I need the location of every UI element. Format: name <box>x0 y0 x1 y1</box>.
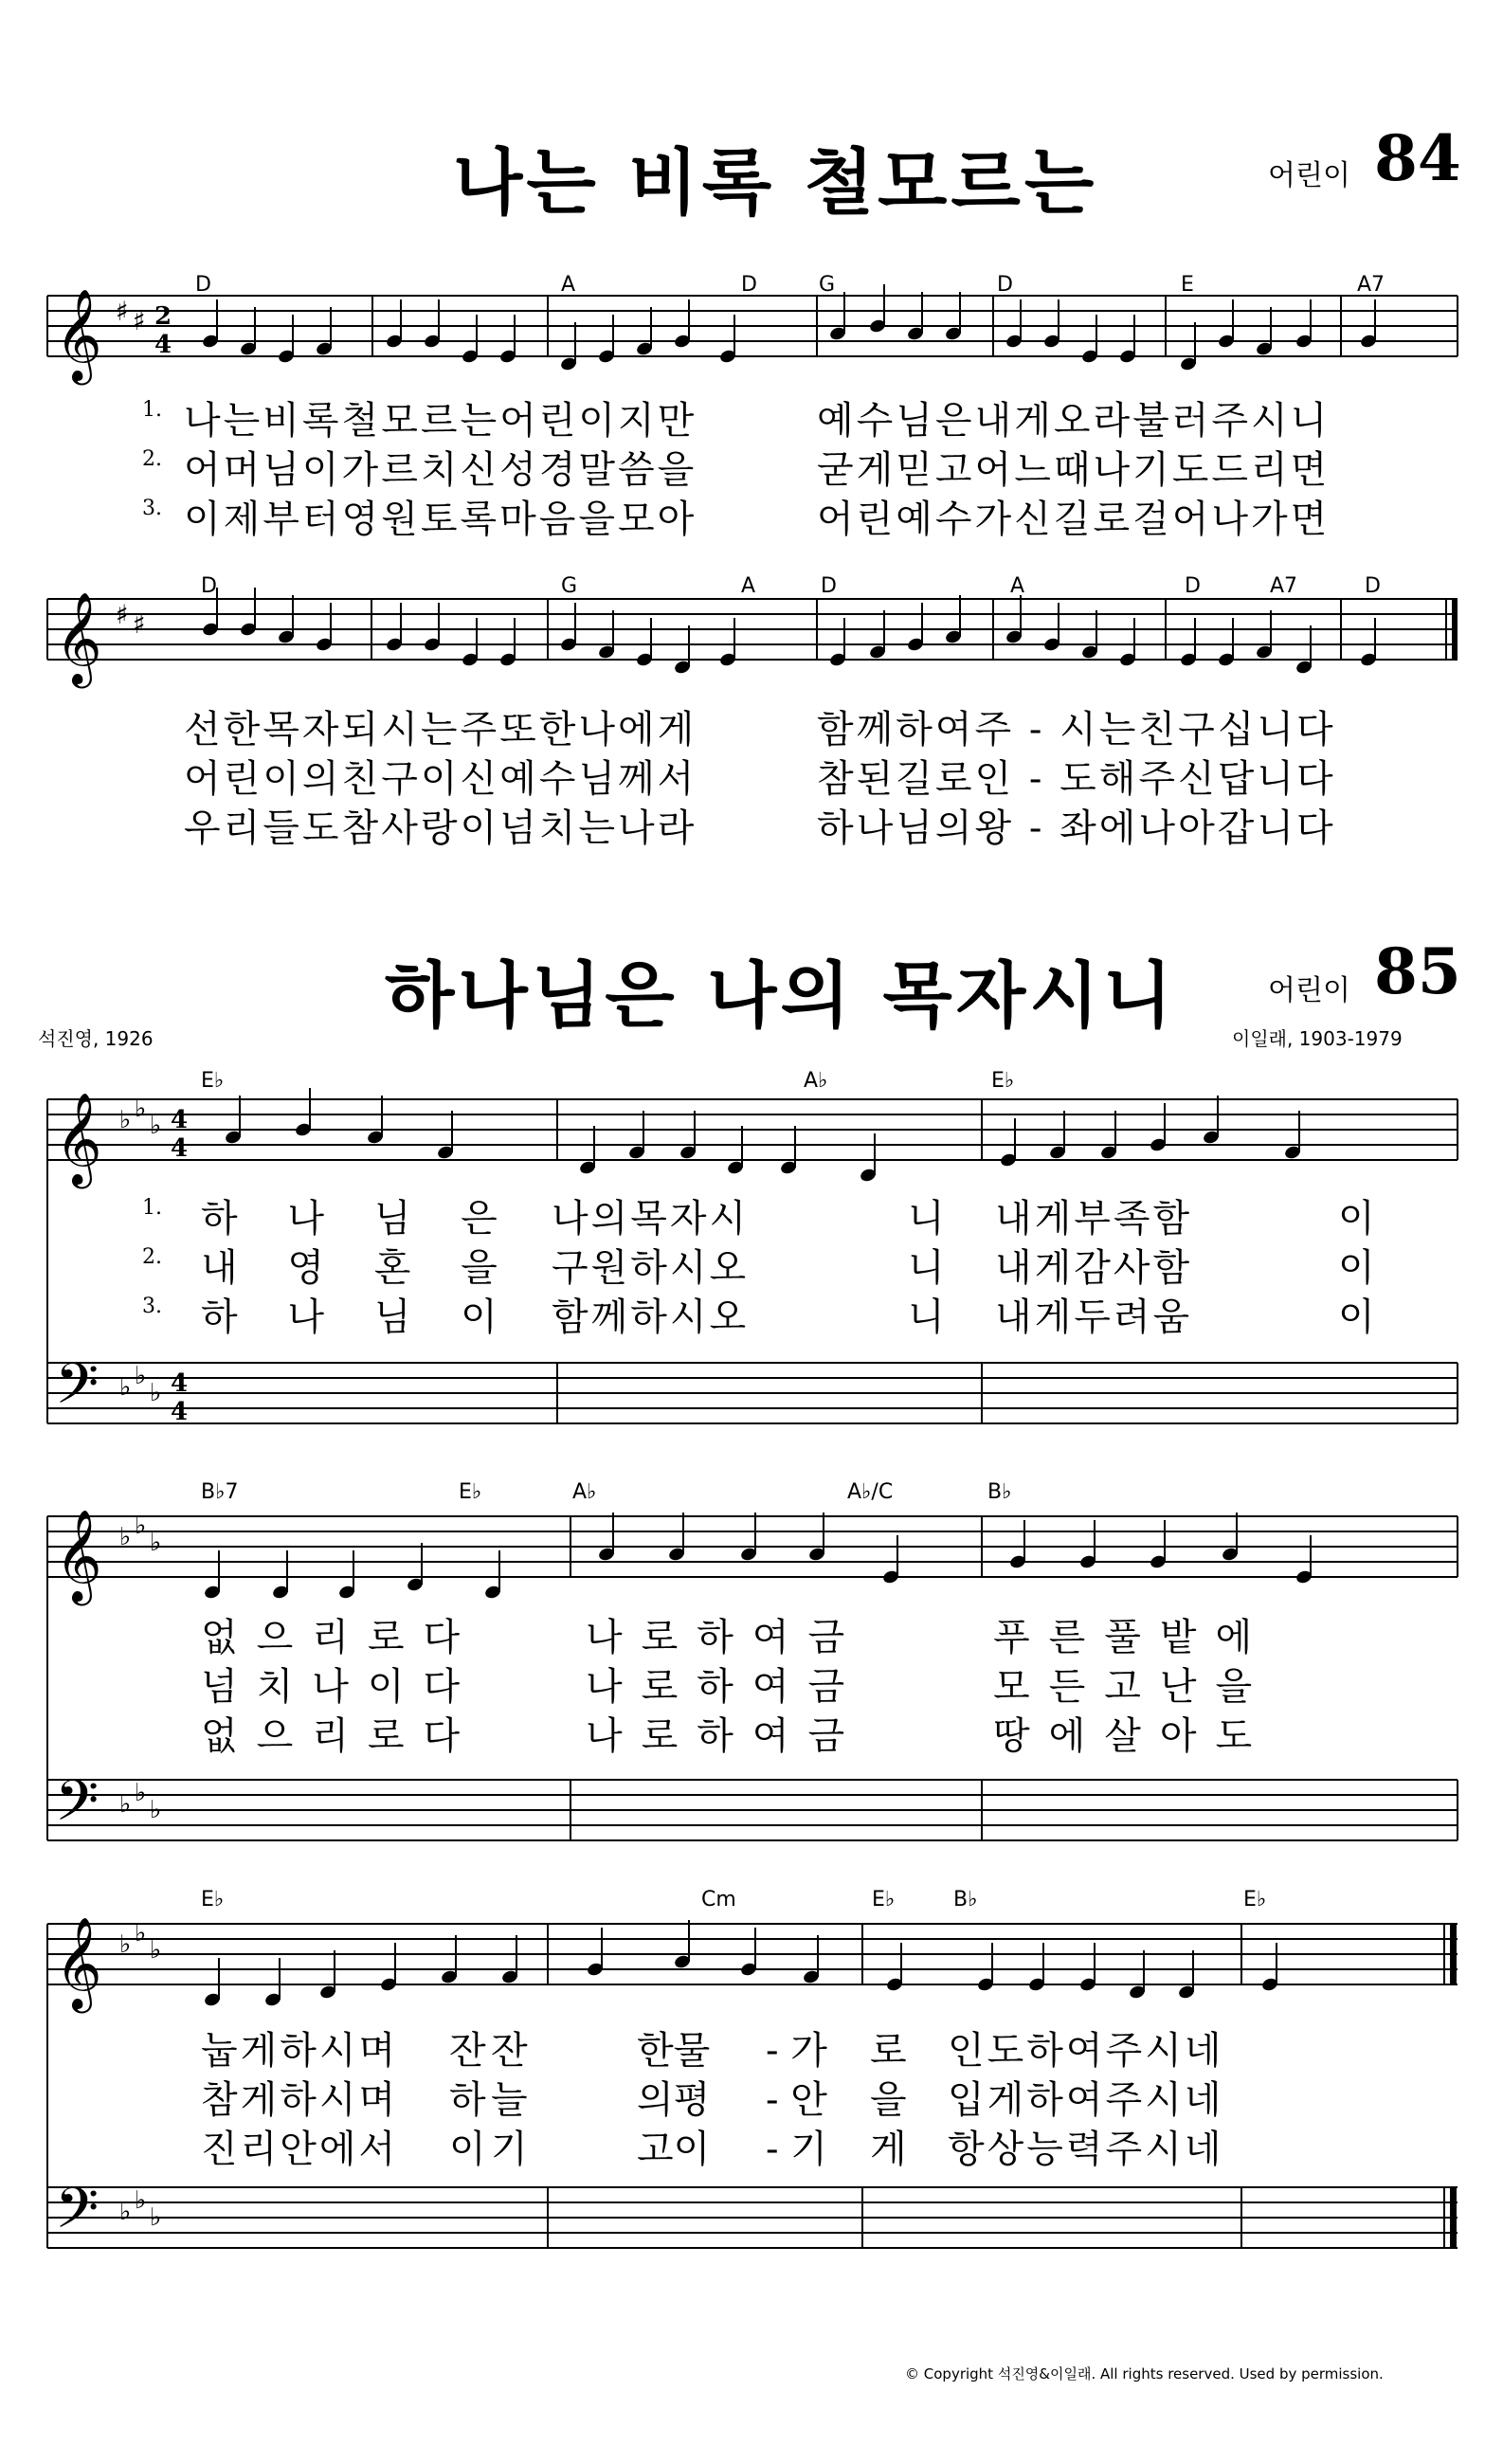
svg-text:♭: ♭ <box>119 1523 132 1551</box>
svg-text:4: 4 <box>171 1398 189 1426</box>
lyric: 이 <box>1338 1197 1375 1241</box>
chord: G <box>819 273 836 297</box>
hymn85-chords-2 <box>0 1480 1503 1509</box>
verse-line <box>142 1196 1375 1241</box>
verse-number: 1. <box>142 1196 162 1220</box>
verse-line <box>142 497 1331 541</box>
lyric: 내게두려움 <box>995 1295 1193 1339</box>
svg-text:𝄞: 𝄞 <box>55 591 102 684</box>
svg-text:♭: ♭ <box>150 1796 162 1824</box>
hymn85-title: 하나님은 나의 목자시니 <box>385 953 1177 1038</box>
svg-text:♭: ♭ <box>119 1930 132 1959</box>
lyric: 구원하시오 <box>552 1246 750 1290</box>
lyric: - 기 <box>766 2128 827 2171</box>
chord: E♭ <box>459 1480 482 1504</box>
svg-text:♭: ♭ <box>135 1362 147 1390</box>
svg-text:♭: ♭ <box>150 1936 162 1965</box>
svg-text:♭: ♭ <box>119 1373 132 1402</box>
hymn85-chords-1 <box>0 1069 1503 1097</box>
svg-text:4: 4 <box>171 1134 189 1163</box>
chord: A♭ <box>804 1069 828 1093</box>
lyric: 나는비록철모르는어린이지만 <box>184 399 697 443</box>
chord: D <box>1185 574 1201 598</box>
lyric: 땅에살아도 <box>993 1714 1272 1758</box>
svg-text:𝄢: 𝄢 <box>55 2175 100 2255</box>
lyricist-credit: 석진영, 1926 <box>38 1027 154 1050</box>
hymn85-number: 85 <box>1374 934 1461 1008</box>
svg-text:𝄞: 𝄞 <box>55 1092 102 1185</box>
lyric: 모든고난을 <box>993 1665 1272 1709</box>
svg-text:𝄢: 𝄢 <box>55 1767 100 1847</box>
svg-text:♯: ♯ <box>133 608 146 640</box>
hymn84-number: 84 <box>1374 121 1461 195</box>
svg-text:♯: ♯ <box>116 296 129 327</box>
verse-line <box>142 398 1331 443</box>
lyric: 내게감사함 <box>995 1246 1193 1290</box>
lyric: 진리안에서 <box>201 2128 399 2171</box>
svg-text:𝄞: 𝄞 <box>55 1916 102 2009</box>
svg-text:♭: ♭ <box>135 2186 147 2215</box>
lyric: 이 <box>1338 1295 1375 1339</box>
lyric: 나의목자시 <box>552 1197 750 1241</box>
verse-number: 2. <box>142 447 162 471</box>
lyric: 로 <box>870 2029 907 2073</box>
chord: A7 <box>1357 273 1385 297</box>
lyric: 굳게믿고어느때나기도드리면 <box>817 448 1331 492</box>
lyric: 하나님의왕 - 좌에나아갑니다 <box>817 806 1336 850</box>
chord: B♭ <box>987 1480 1012 1504</box>
chord: D <box>997 273 1013 297</box>
lyric: 게 <box>870 2128 907 2171</box>
lyric: 인도하여주시네 <box>948 2029 1224 2073</box>
lyric: - 안 <box>766 2078 827 2122</box>
lyric: 이제부터영원토록마음을모아 <box>184 498 697 541</box>
lyric: 하 <box>449 2078 486 2122</box>
chord: D <box>741 273 757 297</box>
chord: D <box>201 574 217 598</box>
lyric: 니 <box>908 1197 945 1241</box>
lyric: 없으리로다 <box>201 1616 480 1659</box>
lyric: - 가 <box>766 2029 827 2073</box>
svg-text:4: 4 <box>154 331 172 359</box>
copyright-notice: © Copyright 석진영&이일래. All rights reserved. Used by permission. <box>905 2365 1384 2382</box>
chord: E♭ <box>201 1888 225 1911</box>
lyric: 선한목자되시는주또한나에게 <box>184 708 697 752</box>
chord: A♭ <box>572 1480 597 1504</box>
chord: D <box>1365 574 1381 598</box>
chord: E♭ <box>872 1888 896 1911</box>
verse-line <box>142 447 1331 492</box>
lyric: 예수님은내게오라불러주시니 <box>817 399 1331 443</box>
chord: E♭ <box>1243 1888 1267 1911</box>
lyric: 고이 <box>637 2128 711 2171</box>
chord: A <box>741 574 756 598</box>
svg-text:4: 4 <box>171 1369 189 1398</box>
lyric: 니 <box>908 1295 945 1339</box>
lyric: 을 <box>870 2078 907 2122</box>
lyric: 넘치나이다 <box>201 1665 480 1709</box>
svg-text:𝄞: 𝄞 <box>55 288 102 381</box>
svg-text:𝄞: 𝄞 <box>55 1509 102 1602</box>
verse-line <box>142 1295 1375 1339</box>
verse-line <box>142 1245 1375 1290</box>
lyric: 기 <box>491 2128 528 2171</box>
chord: A <box>1010 574 1025 598</box>
hymn84-chords-2 <box>0 574 1503 603</box>
lyric: 내 영 혼 을 <box>201 1246 516 1290</box>
lyric: 내게부족함 <box>995 1197 1193 1241</box>
lyric: 푸른풀밭에 <box>993 1616 1272 1659</box>
chord: E♭ <box>201 1069 225 1093</box>
lyric: 어린예수가신길로걸어나가면 <box>817 498 1331 541</box>
svg-text:♯: ♯ <box>133 305 146 336</box>
svg-text:♭: ♭ <box>119 1790 132 1819</box>
lyric: 이 <box>1338 1246 1375 1290</box>
verse-number: 2. <box>142 1245 162 1269</box>
lyric: 참게하시며 <box>201 2078 399 2122</box>
svg-text:2: 2 <box>154 302 172 331</box>
svg-text:♭: ♭ <box>150 1112 162 1140</box>
verse-number: 1. <box>142 398 162 422</box>
svg-text:♭: ♭ <box>119 1106 132 1134</box>
lyric: 함께하여주 - 시는친구십니다 <box>817 708 1336 752</box>
lyric: 하 나 님 은 <box>201 1197 516 1241</box>
svg-text:♭: ♭ <box>150 1379 162 1407</box>
chord: G <box>561 574 578 598</box>
lyric: 니 <box>908 1246 945 1290</box>
hymn85-label: 어린이 <box>1268 974 1350 1007</box>
verse-number: 3. <box>142 1295 162 1318</box>
lyric: 어린이의친구이신예수님께서 <box>184 757 697 801</box>
svg-text:♭: ♭ <box>135 1779 147 1807</box>
lyric: 의평 <box>637 2078 711 2122</box>
chord: B♭7 <box>201 1480 239 1504</box>
verse-number: 3. <box>142 497 162 520</box>
lyric: 잔 <box>449 2029 486 2073</box>
chord: A7 <box>1270 574 1298 598</box>
lyric: 나로하여금 <box>586 1616 864 1659</box>
svg-text:♭: ♭ <box>135 1512 147 1540</box>
chord: E <box>1181 273 1194 297</box>
svg-text:♭: ♭ <box>150 2203 162 2232</box>
svg-text:𝄢: 𝄢 <box>55 1350 100 1430</box>
lyric: 한물 <box>637 2029 711 2073</box>
chord: A <box>561 273 576 297</box>
chord: E♭ <box>991 1069 1015 1093</box>
lyric: 나로하여금 <box>586 1665 864 1709</box>
lyric: 입게하여주시네 <box>948 2078 1224 2122</box>
svg-text:♭: ♭ <box>119 2198 132 2226</box>
svg-text:4: 4 <box>171 1106 189 1134</box>
chord: D <box>821 574 837 598</box>
chord: Cm <box>701 1888 736 1911</box>
lyric: 이 <box>449 2128 486 2171</box>
hymn85-chords-3 <box>0 1888 1503 1916</box>
hymn84-chords-1 <box>0 273 1503 301</box>
chord: B♭ <box>953 1888 978 1911</box>
svg-text:♭: ♭ <box>150 1529 162 1557</box>
chord: D <box>195 273 211 297</box>
svg-text:♭: ♭ <box>135 1095 147 1123</box>
lyric: 늘 <box>491 2078 528 2122</box>
lyric: 우리들도참사랑이넘치는나라 <box>184 806 697 850</box>
svg-text:♯: ♯ <box>116 599 129 630</box>
lyric: 어머님이가르치신성경말씀을 <box>184 448 697 492</box>
lyric: 잔 <box>491 2029 528 2073</box>
lyric: 항상능력주시네 <box>948 2128 1224 2171</box>
lyric: 없으리로다 <box>201 1714 480 1758</box>
lyric: 참된길로인 - 도해주신답니다 <box>817 757 1336 801</box>
hymn84-title: 나는 비록 철모르는 <box>453 140 1098 225</box>
svg-text:♭: ♭ <box>135 1919 147 1948</box>
lyric: 함께하시오 <box>552 1295 750 1339</box>
chord: A♭/C <box>847 1480 894 1504</box>
hymn84-label: 어린이 <box>1268 159 1350 192</box>
lyric: 나로하여금 <box>586 1714 864 1758</box>
composer-credit: 이일래, 1903-1979 <box>1232 1027 1403 1050</box>
lyric: 눕게하시며 <box>201 2029 399 2073</box>
lyric: 하 나 님 이 <box>201 1295 516 1339</box>
